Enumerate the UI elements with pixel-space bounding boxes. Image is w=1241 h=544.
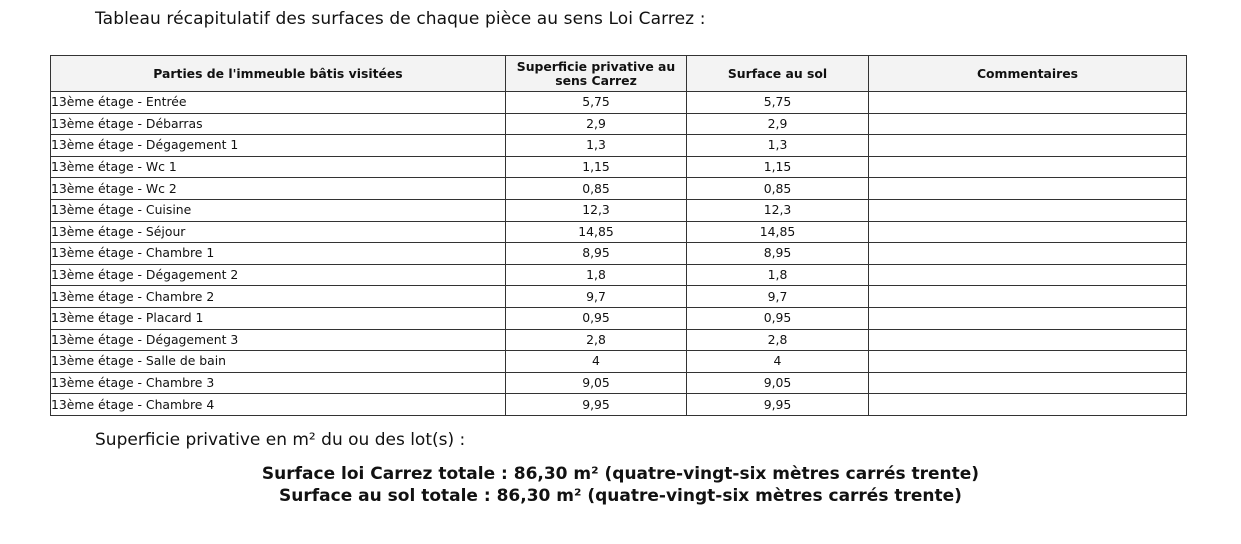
cell-carrez: 1,3 xyxy=(506,135,687,157)
cell-piece: 13ème étage - Dégagement 3 xyxy=(51,329,506,351)
cell-sol: 9,95 xyxy=(687,394,869,416)
cell-sol: 14,85 xyxy=(687,221,869,243)
total-carrez: Surface loi Carrez totale : 86,30 m² (quatre-vingt-six mètres carrés trente) xyxy=(261,464,980,484)
cell-sol: 8,95 xyxy=(687,243,869,265)
cell-carrez: 9,95 xyxy=(506,394,687,416)
cell-commentaire xyxy=(869,156,1187,178)
cell-carrez: 0,95 xyxy=(506,307,687,329)
cell-piece: 13ème étage - Cuisine xyxy=(51,199,506,221)
cell-commentaire xyxy=(869,178,1187,200)
cell-piece: 13ème étage - Entrée xyxy=(51,92,506,114)
header-carrez: Superficie privative au sens Carrez xyxy=(506,56,687,92)
cell-sol: 2,9 xyxy=(687,113,869,135)
cell-commentaire xyxy=(869,394,1187,416)
cell-commentaire xyxy=(869,286,1187,308)
header-sol: Surface au sol xyxy=(687,56,869,92)
table-row xyxy=(51,394,1187,416)
cell-piece: 13ème étage - Wc 1 xyxy=(51,156,506,178)
table-row xyxy=(51,135,1187,157)
table-row xyxy=(51,113,1187,135)
cell-commentaire xyxy=(869,351,1187,373)
cell-sol: 0,95 xyxy=(687,307,869,329)
cell-carrez: 2,9 xyxy=(506,113,687,135)
cell-commentaire xyxy=(869,372,1187,394)
cell-carrez: 1,8 xyxy=(506,264,687,286)
cell-sol: 9,7 xyxy=(687,286,869,308)
cell-commentaire xyxy=(869,92,1187,114)
cell-commentaire xyxy=(869,135,1187,157)
table-row xyxy=(51,243,1187,265)
cell-carrez: 1,15 xyxy=(506,156,687,178)
cell-commentaire xyxy=(869,243,1187,265)
cell-piece: 13ème étage - Débarras xyxy=(51,113,506,135)
cell-piece: 13ème étage - Chambre 1 xyxy=(51,243,506,265)
table-row xyxy=(51,372,1187,394)
table-row xyxy=(51,329,1187,351)
total-sol: Surface au sol totale : 86,30 m² (quatre-vingt-six mètres carrés trente) xyxy=(279,486,962,506)
cell-piece: 13ème étage - Chambre 4 xyxy=(51,394,506,416)
cell-sol: 12,3 xyxy=(687,199,869,221)
cell-sol: 0,85 xyxy=(687,178,869,200)
table-row xyxy=(51,221,1187,243)
cell-carrez: 2,8 xyxy=(506,329,687,351)
cell-carrez: 0,85 xyxy=(506,178,687,200)
header-piece: Parties de l'immeuble bâtis visitées xyxy=(51,56,506,92)
cell-carrez: 4 xyxy=(506,351,687,373)
surfaces-table xyxy=(50,55,1187,416)
cell-piece: 13ème étage - Dégagement 2 xyxy=(51,264,506,286)
table-row xyxy=(51,199,1187,221)
header-commentaires: Commentaires xyxy=(869,56,1187,92)
table-row xyxy=(51,156,1187,178)
subtitle: Superficie privative en m² du ou des lot(s) : xyxy=(95,430,466,450)
page-heading: Tableau récapitulatif des surfaces de chaque pièce au sens Loi Carrez : xyxy=(95,9,706,29)
cell-sol: 9,05 xyxy=(687,372,869,394)
table-row xyxy=(51,92,1187,114)
table-row xyxy=(51,286,1187,308)
table-row xyxy=(51,307,1187,329)
cell-sol: 5,75 xyxy=(687,92,869,114)
cell-piece: 13ème étage - Placard 1 xyxy=(51,307,506,329)
cell-piece: 13ème étage - Dégagement 1 xyxy=(51,135,506,157)
table-body xyxy=(51,92,1187,416)
cell-carrez: 9,05 xyxy=(506,372,687,394)
cell-commentaire xyxy=(869,264,1187,286)
cell-piece: 13ème étage - Chambre 3 xyxy=(51,372,506,394)
table-row xyxy=(51,264,1187,286)
table-header-row xyxy=(51,56,1187,92)
cell-commentaire xyxy=(869,329,1187,351)
cell-sol: 4 xyxy=(687,351,869,373)
cell-carrez: 5,75 xyxy=(506,92,687,114)
cell-piece: 13ème étage - Séjour xyxy=(51,221,506,243)
cell-carrez: 14,85 xyxy=(506,221,687,243)
cell-carrez: 12,3 xyxy=(506,199,687,221)
cell-piece: 13ème étage - Chambre 2 xyxy=(51,286,506,308)
cell-sol: 1,8 xyxy=(687,264,869,286)
cell-piece: 13ème étage - Salle de bain xyxy=(51,351,506,373)
table-row xyxy=(51,178,1187,200)
cell-commentaire xyxy=(869,307,1187,329)
cell-carrez: 8,95 xyxy=(506,243,687,265)
cell-sol: 1,3 xyxy=(687,135,869,157)
cell-commentaire xyxy=(869,221,1187,243)
cell-sol: 1,15 xyxy=(687,156,869,178)
cell-carrez: 9,7 xyxy=(506,286,687,308)
table-row xyxy=(51,351,1187,373)
totals-block xyxy=(0,463,1241,507)
cell-sol: 2,8 xyxy=(687,329,869,351)
cell-piece: 13ème étage - Wc 2 xyxy=(51,178,506,200)
cell-commentaire xyxy=(869,199,1187,221)
cell-commentaire xyxy=(869,113,1187,135)
